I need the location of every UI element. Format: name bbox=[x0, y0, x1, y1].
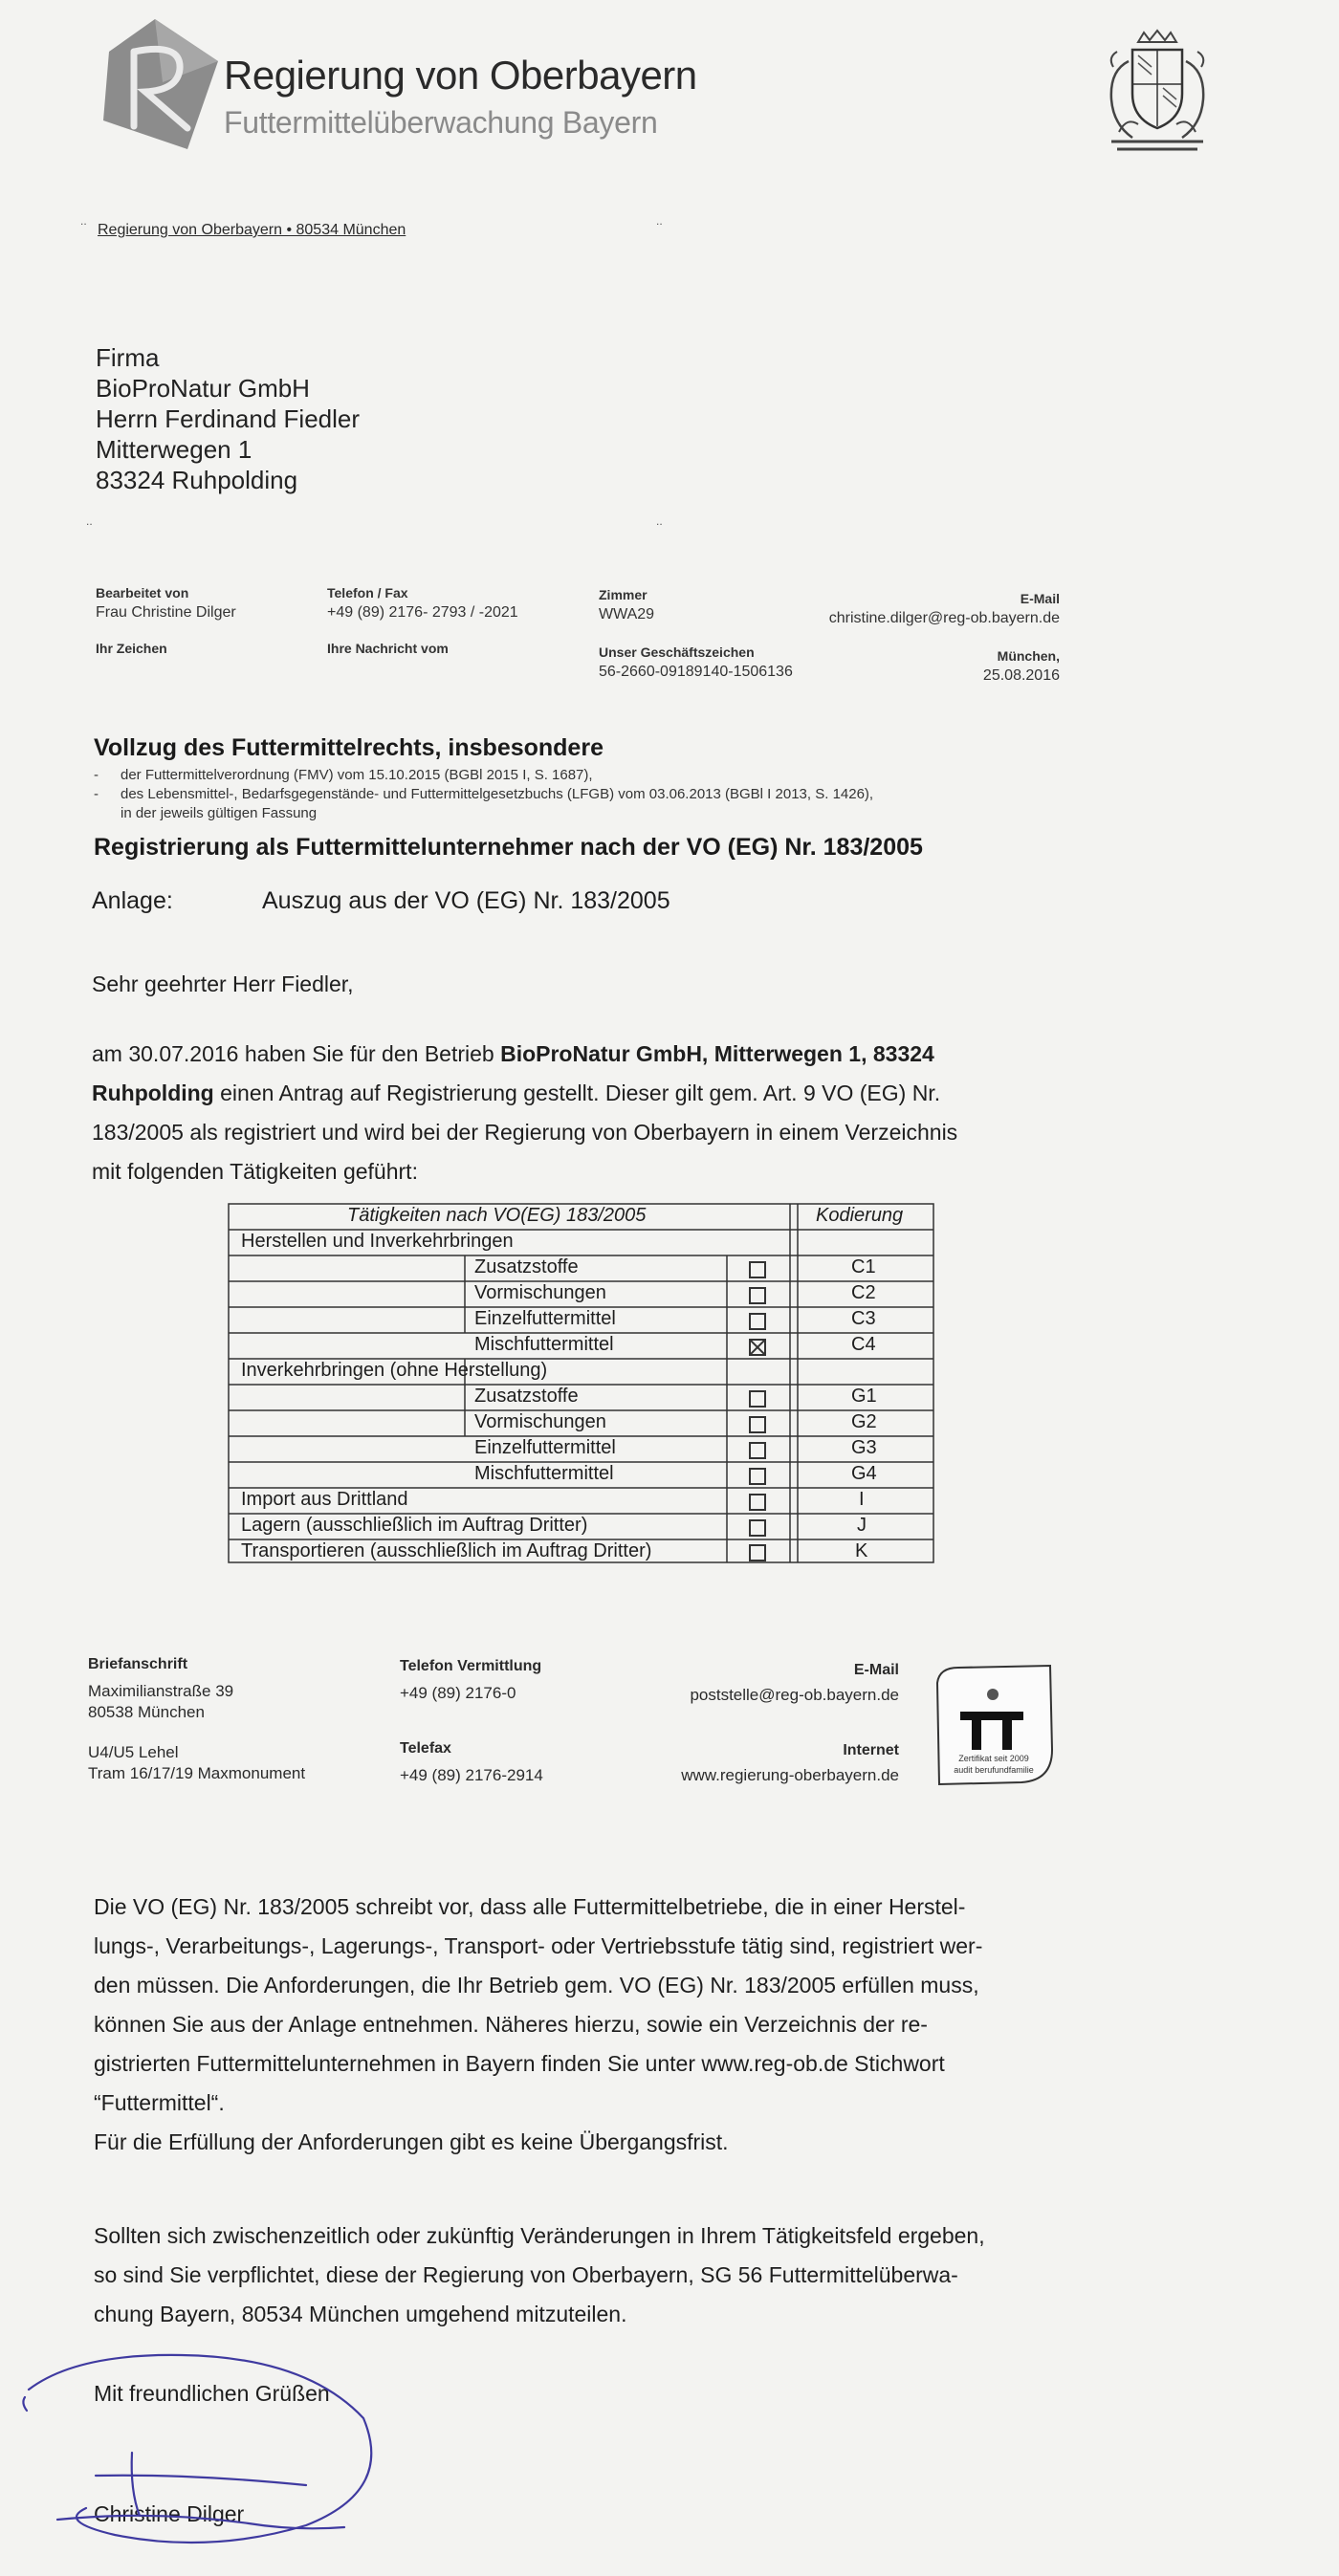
fold-mark: .. bbox=[86, 514, 93, 528]
list-dash: - bbox=[94, 767, 99, 783]
office-email-label: E-Mail bbox=[853, 1662, 899, 1678]
table-row-label: Einzelfuttermittel bbox=[474, 1437, 616, 1458]
transit-tram: Tram 16/17/19 Maxmonument bbox=[88, 1764, 306, 1782]
table-row-label: Vormischungen bbox=[474, 1282, 606, 1303]
table-row-label: Mischfuttermittel bbox=[474, 1334, 614, 1355]
processed-by-label: Bearbeitet von bbox=[96, 585, 189, 600]
room-value: WWA29 bbox=[599, 606, 655, 622]
table-row-code: G3 bbox=[851, 1437, 877, 1458]
telefax-label: Telefax bbox=[400, 1740, 451, 1757]
registration-title: Registrierung als Futtermittelunternehmer nach der VO (EG) Nr. 183/2005 bbox=[94, 834, 923, 861]
text-run: 183/2005 als registriert und wird bei der Regierung von Oberbayern in einem Verzeichnis bbox=[92, 1120, 958, 1145]
text-line: Für die Erfüllung der Anforderungen gibt es keine Übergangsfrist. bbox=[94, 2129, 729, 2154]
recipient-address bbox=[96, 342, 360, 495]
audit-beruf-familie-logo-icon bbox=[930, 1662, 1058, 1786]
table-row-code: J bbox=[857, 1515, 867, 1536]
table-row-label: Import aus Drittland bbox=[241, 1489, 408, 1510]
handwritten-signature-icon bbox=[19, 2347, 383, 2567]
return-address: Regierung von Oberbayern • 80534 München bbox=[98, 222, 406, 238]
table-group-trade: Inverkehrbringen (ohne Herstellung) bbox=[241, 1360, 548, 1381]
room-label: Zimmer bbox=[599, 587, 648, 602]
table-row-code: I bbox=[859, 1489, 865, 1510]
text-line: gistrierten Futtermittelunternehmen in Bayern finden Sie unter www.reg-ob.de Stichwort bbox=[94, 2051, 945, 2076]
table-header-code: Kodierung bbox=[816, 1205, 904, 1226]
text-line: so sind Sie verpflichtet, diese der Regierung von Oberbayern, SG 56 Futtermittelüberwa- bbox=[94, 2262, 958, 2287]
table-header-activities: Tätigkeiten nach VO(EG) 183/2005 bbox=[347, 1205, 647, 1226]
table-row-label: Transportieren (ausschließlich im Auftrag Dritter) bbox=[241, 1540, 652, 1561]
checkbox-c2[interactable] bbox=[749, 1287, 766, 1304]
fold-mark: .. bbox=[80, 214, 87, 228]
mailing-address-city: 80538 München bbox=[88, 1703, 205, 1721]
text-line: chung Bayern, 80534 München umgehend mitzuteilen. bbox=[94, 2302, 627, 2326]
table-row-label: Zusatzstoffe bbox=[474, 1386, 579, 1407]
your-message-label: Ihre Nachricht vom bbox=[327, 641, 449, 656]
table-row-code: G1 bbox=[851, 1386, 877, 1407]
table-row-code: G4 bbox=[851, 1463, 877, 1484]
company-highlight: BioProNatur GmbH, Mitterwegen 1, 83324 bbox=[500, 1041, 934, 1066]
table-row-label: Vormischungen bbox=[474, 1411, 606, 1432]
law-reference: der Futtermittelverordnung (FMV) vom 15.10.2015 (BGBl 2015 I, S. 1687), bbox=[121, 767, 593, 783]
subject-title: Vollzug des Futtermittelrechts, insbesondere bbox=[94, 734, 604, 761]
salutation: Sehr geehrter Herr Fiedler, bbox=[92, 971, 354, 996]
table-row-code: C3 bbox=[851, 1308, 876, 1329]
checkbox-c4-checked[interactable] bbox=[749, 1339, 766, 1356]
checkbox-c3[interactable] bbox=[749, 1313, 766, 1330]
list-dash: - bbox=[94, 786, 99, 802]
body-paragraph bbox=[92, 1035, 1067, 1191]
activity-table bbox=[228, 1203, 935, 1564]
telefax-value: +49 (89) 2176-2914 bbox=[400, 1766, 543, 1784]
checkbox-g4[interactable] bbox=[749, 1468, 766, 1485]
transit-subway: U4/U5 Lehel bbox=[88, 1743, 179, 1761]
obligation-paragraph bbox=[94, 2216, 1069, 2334]
checkbox-g3[interactable] bbox=[749, 1442, 766, 1459]
department-name: Futtermittelüberwachung Bayern bbox=[224, 105, 658, 140]
bavarian-coat-of-arms-icon bbox=[1100, 29, 1215, 155]
text-line: den müssen. Die Anforderungen, die Ihr Betrieb gem. VO (EG) Nr. 183/2005 erfüllen muss, bbox=[94, 1973, 979, 1997]
cert-caption: Zertifikat seit 2009 bbox=[958, 1754, 1029, 1763]
signer-name: Christine Dilger bbox=[94, 2501, 245, 2526]
text-line: können Sie aus der Anlage entnehmen. Näheres hierzu, sowie ein Verzeichnis der re- bbox=[94, 2012, 928, 2037]
law-reference: des Lebensmittel-, Bedarfsgegenstände- und Futtermittelgesetzbuchs (LFGB) vom 03.06.2013 (BGBl I 2013, S. 1426), bbox=[121, 786, 874, 802]
email-label: E-Mail bbox=[1020, 591, 1060, 606]
mailing-address-street: Maximilianstraße 39 bbox=[88, 1682, 234, 1700]
checkbox-i[interactable] bbox=[749, 1494, 766, 1511]
table-row-label: Einzelfuttermittel bbox=[474, 1308, 616, 1329]
text-line: Sollten sich zwischenzeitlich oder zukünftig Veränderungen in Ihrem Tätigkeitsfeld ergeben, bbox=[94, 2223, 985, 2248]
mailing-address-label: Briefanschrift bbox=[88, 1656, 188, 1672]
recipient-line: Firma bbox=[96, 343, 160, 372]
table-row-code: G2 bbox=[851, 1411, 877, 1432]
cert-caption: audit berufundfamilie bbox=[954, 1765, 1034, 1775]
company-highlight: Ruhpolding bbox=[92, 1081, 214, 1105]
website-label: Internet bbox=[843, 1742, 899, 1758]
attachment-label: Anlage: bbox=[92, 887, 173, 914]
recipient-city: 83324 Ruhpolding bbox=[96, 466, 298, 494]
checkbox-j[interactable] bbox=[749, 1519, 766, 1537]
text-line: Die VO (EG) Nr. 183/2005 schreibt vor, dass alle Futtermittelbetriebe, die in einer Herstel- bbox=[94, 1894, 966, 1919]
recipient-street: Mitterwegen 1 bbox=[96, 435, 252, 464]
closing-greeting: Mit freundlichen Grüßen bbox=[94, 2381, 330, 2406]
text-line: lungs-, Verarbeitungs-, Lagerungs-, Transport- oder Vertriebsstufe tätig sind, registriert wer- bbox=[94, 1933, 983, 1958]
info-paragraph bbox=[94, 1888, 1069, 2162]
place-label: München, bbox=[997, 648, 1060, 664]
organization-name: Regierung von Oberbayern bbox=[224, 53, 697, 98]
text-run: mit folgenden Tätigkeiten geführt: bbox=[92, 1159, 418, 1184]
text-run: einen Antrag auf Registrierung gestellt. Dieser gilt gem. Art. 9 VO (EG) Nr. bbox=[213, 1081, 941, 1105]
table-row-code: C1 bbox=[851, 1256, 876, 1277]
text-line: “Futtermittel“. bbox=[94, 2090, 225, 2115]
table-row-label: Mischfuttermittel bbox=[474, 1463, 614, 1484]
website-value: www.regierung-oberbayern.de bbox=[681, 1766, 899, 1784]
switchboard-value: +49 (89) 2176-0 bbox=[400, 1684, 516, 1702]
email-value: christine.dilger@reg-ob.bayern.de bbox=[828, 610, 1060, 626]
law-validity-note: in der jeweils gültigen Fassung bbox=[121, 805, 318, 821]
checkbox-g1[interactable] bbox=[749, 1390, 766, 1408]
attachment-value: Auszug aus der VO (EG) Nr. 183/2005 bbox=[262, 887, 670, 914]
office-email-value: poststelle@reg-ob.bayern.de bbox=[690, 1686, 899, 1704]
fold-mark: .. bbox=[656, 214, 663, 228]
recipient-person: Herrn Ferdinand Fiedler bbox=[96, 404, 361, 433]
table-row-code: K bbox=[855, 1540, 868, 1561]
table-row-code: C4 bbox=[851, 1334, 876, 1355]
table-row-code: C2 bbox=[851, 1282, 876, 1303]
checkbox-k[interactable] bbox=[749, 1544, 766, 1561]
table-group-manufacturing: Herstellen und Inverkehrbringen bbox=[241, 1231, 514, 1252]
stylized-r-emblem-icon bbox=[96, 13, 230, 153]
table-row-label: Lagern (ausschließlich im Auftrag Dritter) bbox=[241, 1515, 588, 1536]
date-value: 25.08.2016 bbox=[982, 667, 1060, 684]
your-reference-label: Ihr Zeichen bbox=[96, 641, 167, 656]
switchboard-label: Telefon Vermittlung bbox=[400, 1658, 542, 1674]
processed-by-value: Frau Christine Dilger bbox=[96, 604, 236, 621]
phone-fax-value: +49 (89) 2176- 2793 / -2021 bbox=[327, 604, 518, 621]
checkbox-c1[interactable] bbox=[749, 1261, 766, 1278]
case-number-label: Unser Geschäftszeichen bbox=[599, 644, 755, 660]
fold-mark: .. bbox=[656, 514, 663, 528]
recipient-company: BioProNatur GmbH bbox=[96, 374, 310, 403]
checkbox-g2[interactable] bbox=[749, 1416, 766, 1433]
text-run: am 30.07.2016 haben Sie für den Betrieb bbox=[92, 1041, 501, 1066]
table-row-label: Zusatzstoffe bbox=[474, 1256, 579, 1277]
case-number-value: 56-2660-09189140-1506136 bbox=[599, 664, 793, 680]
phone-fax-label: Telefon / Fax bbox=[327, 585, 408, 600]
